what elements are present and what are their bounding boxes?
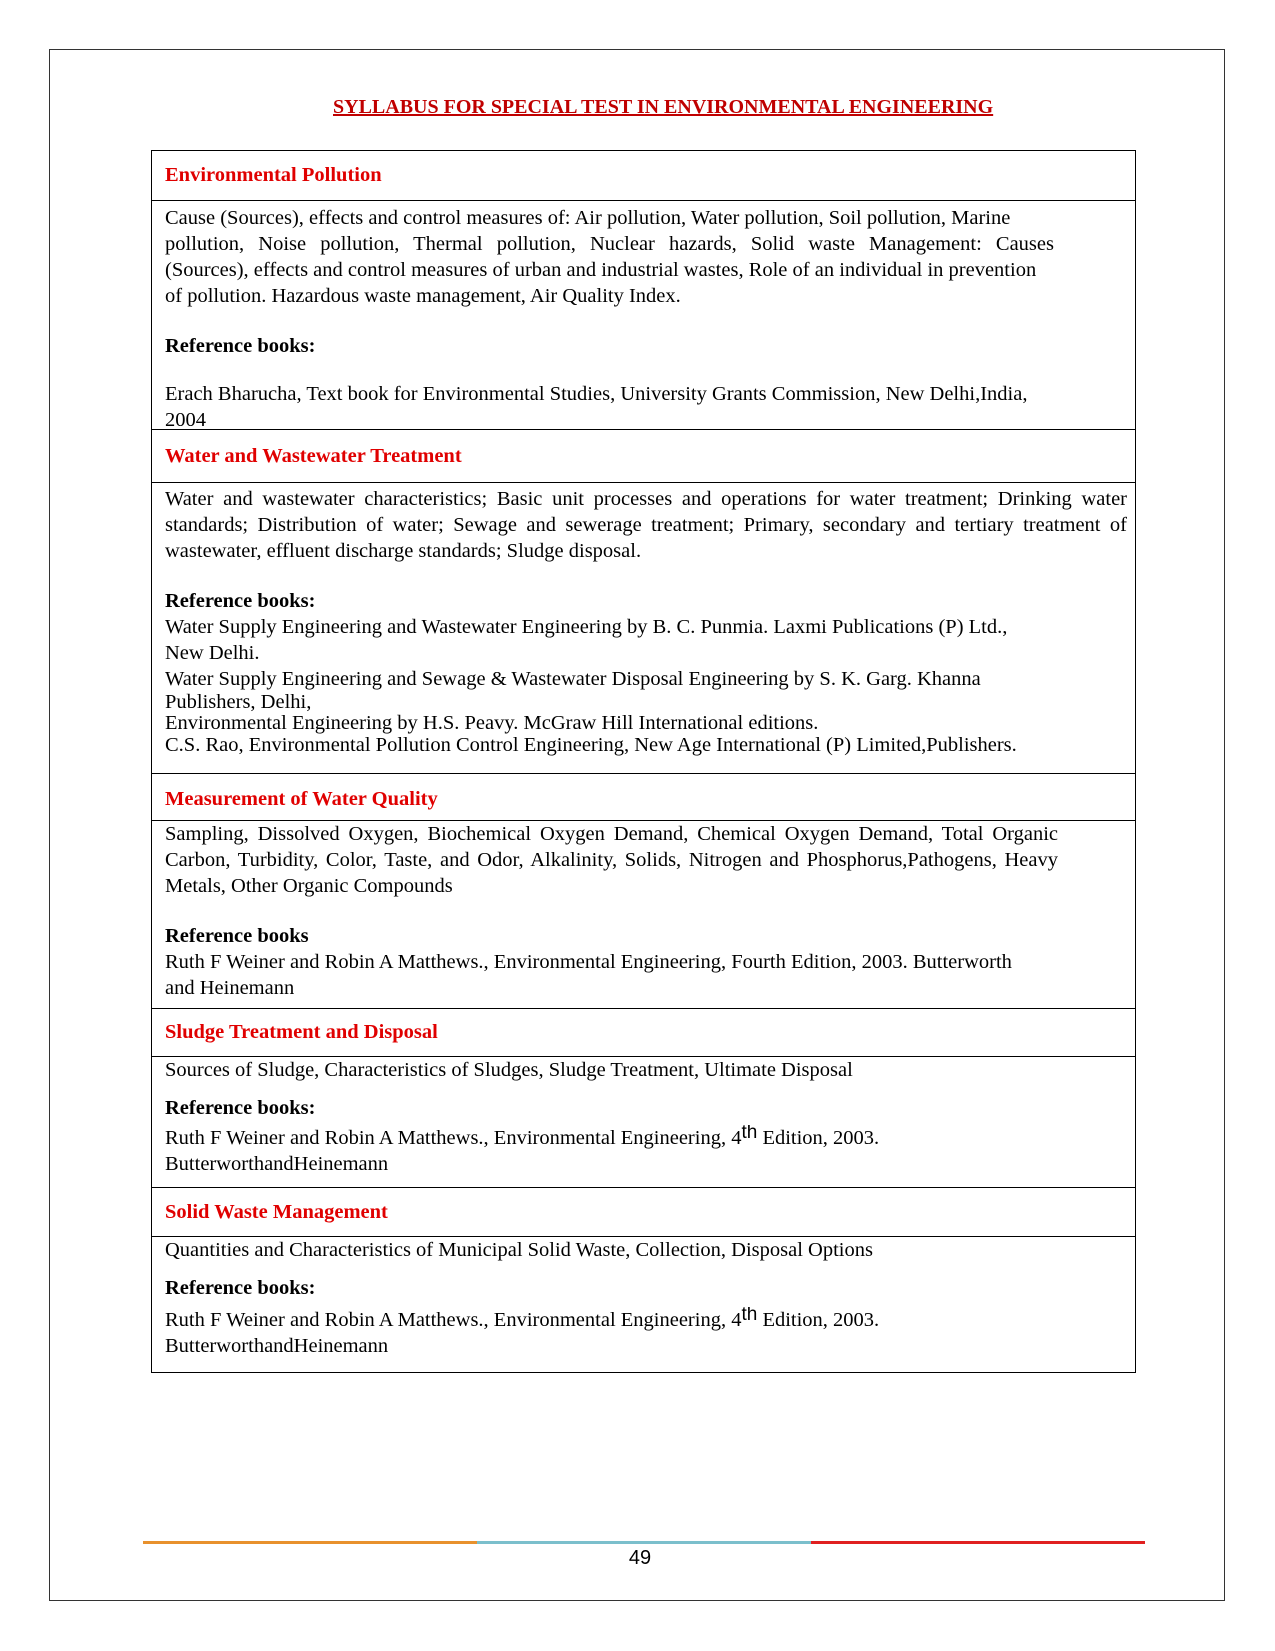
page-number: 49 bbox=[628, 1547, 652, 1569]
reference-heading: Reference books bbox=[165, 925, 309, 947]
section-heading-solid-waste: Solid Waste Management bbox=[152, 1188, 1135, 1237]
body-text: Quantities and Characteristics of Municipal Solid Waste, Collection, Disposal Options bbox=[165, 1239, 873, 1261]
section-body-sludge bbox=[152, 1057, 1135, 1188]
reference-item: ButterworthandHeinemann bbox=[165, 1153, 389, 1175]
reference-item: Ruth F Weiner and Robin A Matthews., Environmental Engineering, 4th Edition, 2003. bbox=[165, 1307, 880, 1331]
body-line: of pollution. Hazardous waste management, Air Quality Index. bbox=[165, 285, 681, 307]
reference-item: Ruth F Weiner and Robin A Matthews., Environmental Engineering, 4th Edition, 2003. bbox=[165, 1125, 880, 1149]
footer-line-orange bbox=[143, 1541, 477, 1544]
reference-item: Erach Bharucha, Text book for Environmental Studies, University Grants Commission, New Delhi,India, bbox=[165, 383, 1028, 405]
footer-line-blue bbox=[477, 1541, 811, 1544]
reference-item: Ruth F Weiner and Robin A Matthews., Environmental Engineering, Fourth Edition, 2003. Butterworth bbox=[165, 951, 1012, 973]
section-body-environmental-pollution bbox=[152, 201, 1135, 430]
section-heading-water-quality: Measurement of Water Quality bbox=[152, 774, 1135, 821]
reference-item: 2004 bbox=[165, 409, 206, 430]
body-line: Cause (Sources), effects and control measures of: Air pollution, Water pollution, Soil pollution, Marine bbox=[165, 207, 1011, 229]
section-heading-sludge: Sludge Treatment and Disposal bbox=[152, 1009, 1135, 1057]
reference-heading: Reference books: bbox=[165, 335, 316, 357]
reference-item: New Delhi. bbox=[165, 642, 260, 664]
section-heading-water-wastewater: Water and Wastewater Treatment bbox=[152, 430, 1135, 483]
reference-item: Water Supply Engineering and Wastewater Engineering by B. C. Punmia. Laxmi Publications (P) Ltd., bbox=[165, 616, 1008, 638]
reference-item: Water Supply Engineering and Sewage & Wastewater Disposal Engineering by S. K. Garg. Khanna bbox=[165, 668, 981, 690]
body-text: Water and wastewater characteristics; Basic unit processes and operations for water treatment; Drinking water standards; Distribution of water; Sewage and sewerage treatment; Primary, secondary and tertiary treatment of wastewater, effluent discharge standards; Sludge disposal. bbox=[165, 488, 1127, 562]
reference-heading: Reference books: bbox=[165, 1097, 316, 1119]
reference-item: C.S. Rao, Environmental Pollution Control Engineering, New Age International (P) Limited,Publishers. bbox=[165, 734, 1017, 756]
section-body-water-quality bbox=[152, 821, 1135, 1009]
reference-heading: Reference books: bbox=[165, 1277, 316, 1299]
section-body-solid-waste bbox=[152, 1237, 1135, 1372]
reference-heading: Reference books: bbox=[165, 590, 316, 612]
page-title: SYLLABUS FOR SPECIAL TEST IN ENVIRONMENTAL ENGINEERING bbox=[333, 96, 994, 118]
body-text: Sources of Sludge, Characteristics of Sludges, Sludge Treatment, Ultimate Disposal bbox=[165, 1059, 853, 1081]
body-line: (Sources), effects and control measures of urban and industrial wastes, Role of an individual in prevention bbox=[165, 259, 1037, 281]
reference-item: Publishers, Delhi, bbox=[165, 691, 312, 713]
reference-item: ButterworthandHeinemann bbox=[165, 1335, 389, 1357]
body-text: Sampling, Dissolved Oxygen, Biochemical Oxygen Demand, Chemical Oxygen Demand, Total Organic Carbon, Turbidity, Color, Taste, and Odor, Alkalinity, Solids, Nitrogen and Phosphorus,Pathogens, Heavy Metals, Other Organic Compounds bbox=[165, 823, 1058, 897]
body-line: pollution, Noise pollution, Thermal pollution, Nuclear hazards, Solid waste Management: Causes bbox=[165, 233, 1054, 255]
section-heading-environmental-pollution: Environmental Pollution bbox=[152, 151, 1135, 201]
reference-item: Environmental Engineering by H.S. Peavy. McGraw Hill International editions. bbox=[165, 712, 819, 734]
footer-line-red bbox=[811, 1541, 1145, 1544]
syllabus-table bbox=[151, 150, 1136, 1373]
section-body-water-wastewater bbox=[152, 483, 1135, 774]
reference-item: and Heinemann bbox=[165, 977, 295, 999]
